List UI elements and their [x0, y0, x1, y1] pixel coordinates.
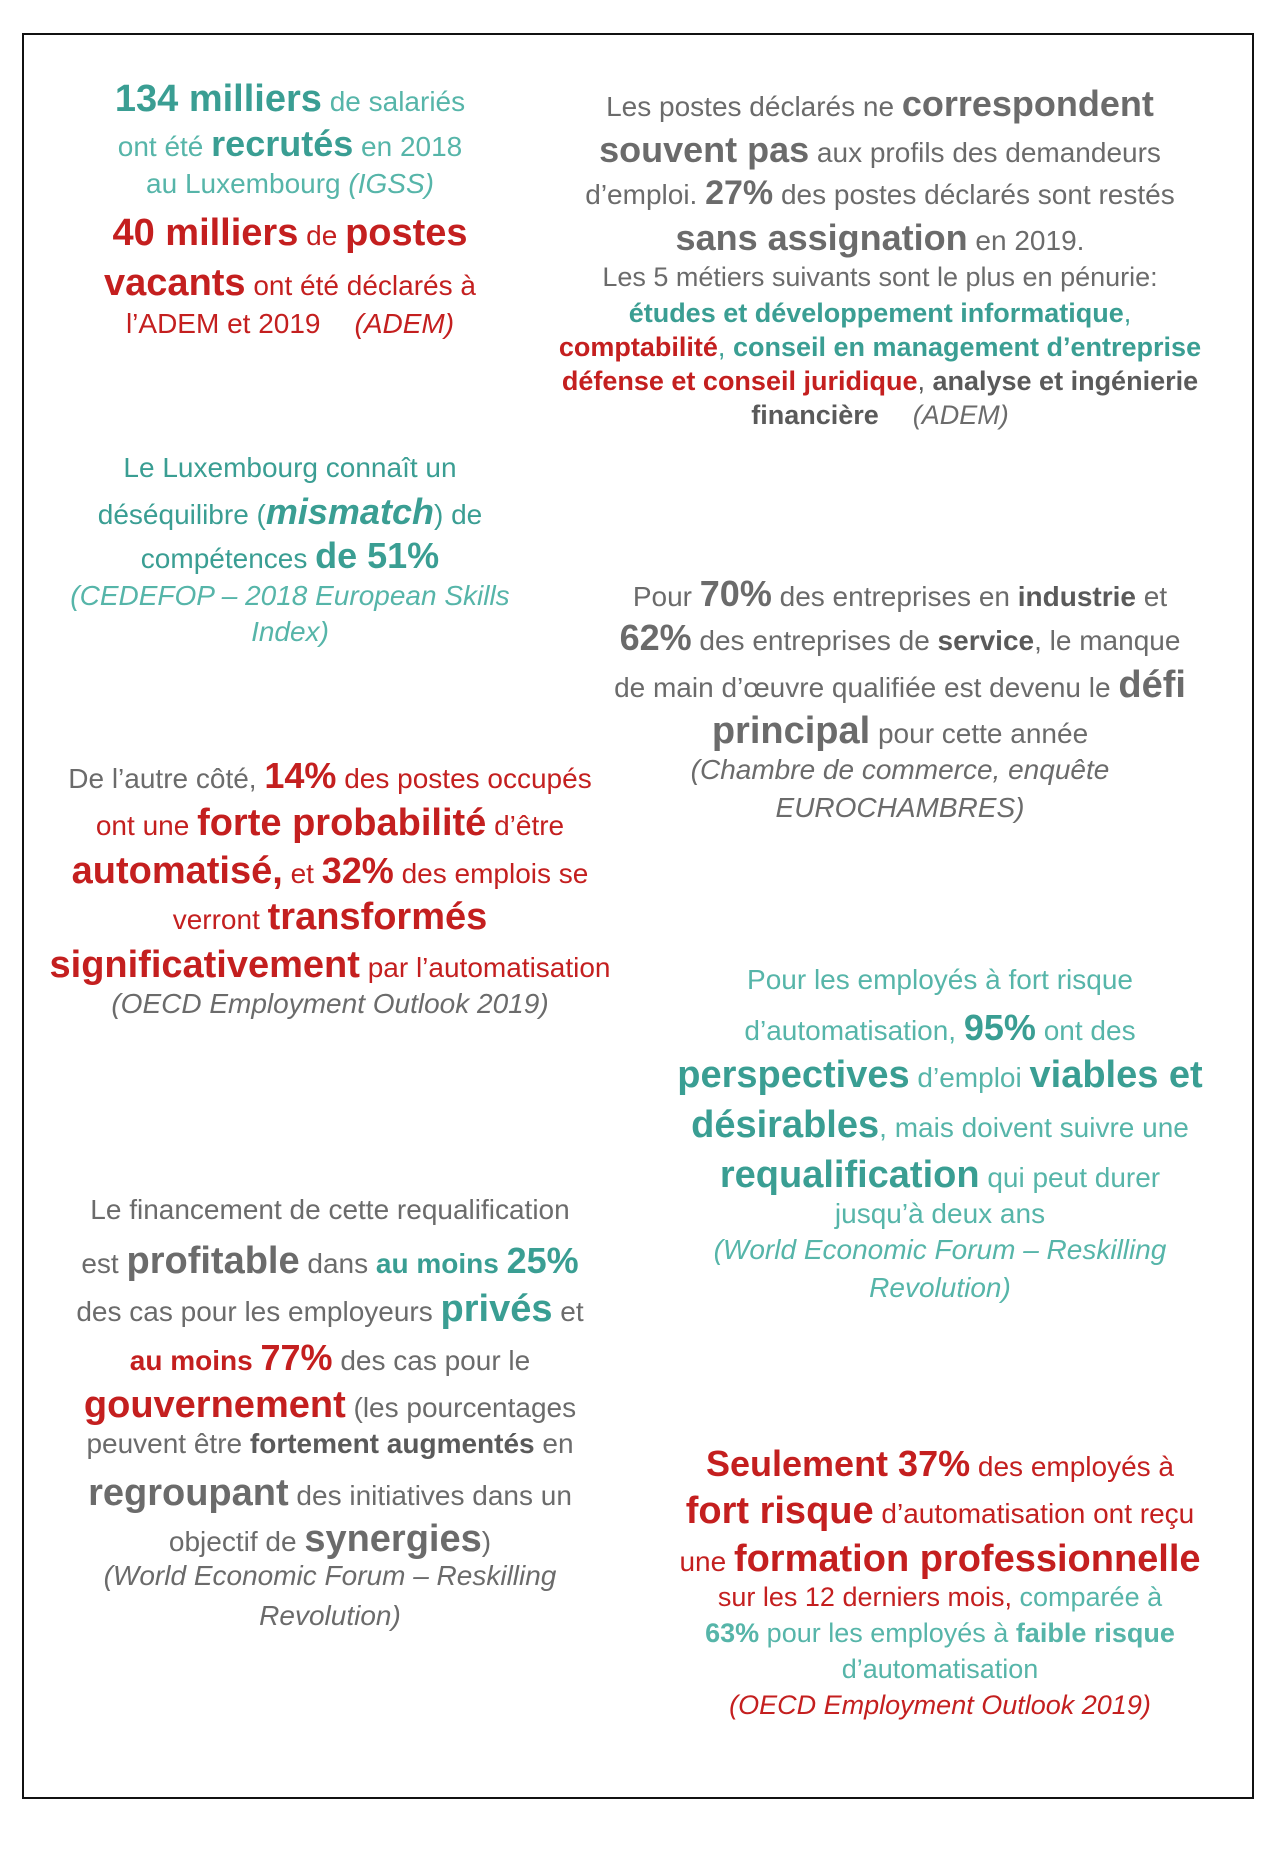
stat-value: de 51% [315, 535, 440, 576]
stat-block-recruitment: 134 milliers de salariés ont été recrutés en 2018 au Luxembourg (IGSS) 40 milliers de postes vacants ont été déclarés à l’ADEM et 2019 (ADEM) [104, 78, 476, 339]
stat-block-training: Seulement 37% des employés à fort risque d’automatisation ont reçu une formation professionnelle sur les 12 derniers mois, comparée à 63% pour les employés à faible risque d’automatisation (OECD Employment Outlook 2019) [679, 1443, 1201, 1720]
source-citation: (OECD Employment Outlook 2019) [729, 1690, 1151, 1720]
stat-value: 27% [705, 174, 774, 212]
stat-value: 40 milliers [112, 212, 299, 254]
stat-value: 25% [506, 1240, 579, 1281]
stat-value: 77% [260, 1337, 333, 1378]
source-citation: (ADEM) [912, 400, 1009, 430]
source-citation: (IGSS) [348, 168, 434, 199]
source-citation: (World Economic Forum – Reskilling [713, 1234, 1167, 1265]
stat-value: Seulement 37% [705, 1443, 971, 1484]
stat-value: 62% [619, 617, 692, 658]
source-citation: (CEDEFOP – 2018 European Skills [70, 580, 510, 611]
stat-value: 70% [699, 573, 772, 614]
stat-block-job-mismatch: Les postes déclarés ne correspondent souvent pas aux profils des demandeurs d’emploi. 27% des postes déclarés sont restés sans assignation en 2019. Les 5 métiers suivants sont le plus en pénurie: études et développement informatique, comptabilité, conseil en management d’entreprise défense et conseil juridique, analyse et ingénierie financière (ADEM) [558, 83, 1202, 430]
source-citation: (World Economic Forum – Reskilling [103, 1560, 557, 1591]
stat-block-labor-shortage: Pour 70% des entreprises en industrie et 62% des entreprises de service, le manque de main d’œuvre qualifiée est devenu le défi principal pour cette année (Chambre de commerce, enquête EUROCHAMBRES) [614, 573, 1186, 823]
stat-block-financing: Le financement de cette requalification est profitable dans au moins 25% des cas pour les employeurs privés et au moins 77% des cas pour le gouvernement (les pourcentages peuvent être fortement augmentés en regroupant des initiatives dans un objectif de synergies) (World Economic Forum – Reskilling Revolution) [76, 1194, 584, 1631]
stat-value: 63% [705, 1618, 760, 1648]
source-citation: (ADEM) [354, 308, 455, 339]
stat-value: 95% [963, 1007, 1036, 1048]
stat-value: 134 milliers [114, 78, 322, 120]
stat-block-reskilling-prospects: Pour les employés à fort risque d’automatisation, 95% ont des perspectives d’emploi viables et désirables, mais doivent suivre une requalification qui peut durer jusqu’à deux ans (World Economic Forum – Reskilling Revolution) [677, 964, 1203, 1303]
stat-block-automation-risk: De l’autre côté, 14% des postes occupés ont une forte probabilité d’être automatisé, et 32% des emplois se verront transformés significativement par l’automatisation (OECD Employment Outlook 2019) [49, 755, 611, 1019]
source-citation: (OECD Employment Outlook 2019) [111, 988, 549, 1019]
stat-value: 32% [321, 850, 394, 891]
stat-value: 14% [264, 755, 337, 796]
stat-block-skills-mismatch: Le Luxembourg connaît un déséquilibre (mismatch) de compétences de 51% (CEDEFOP – 2018 European Skills Index) [70, 452, 510, 647]
source-citation: (Chambre de commerce, enquête [690, 754, 1110, 785]
